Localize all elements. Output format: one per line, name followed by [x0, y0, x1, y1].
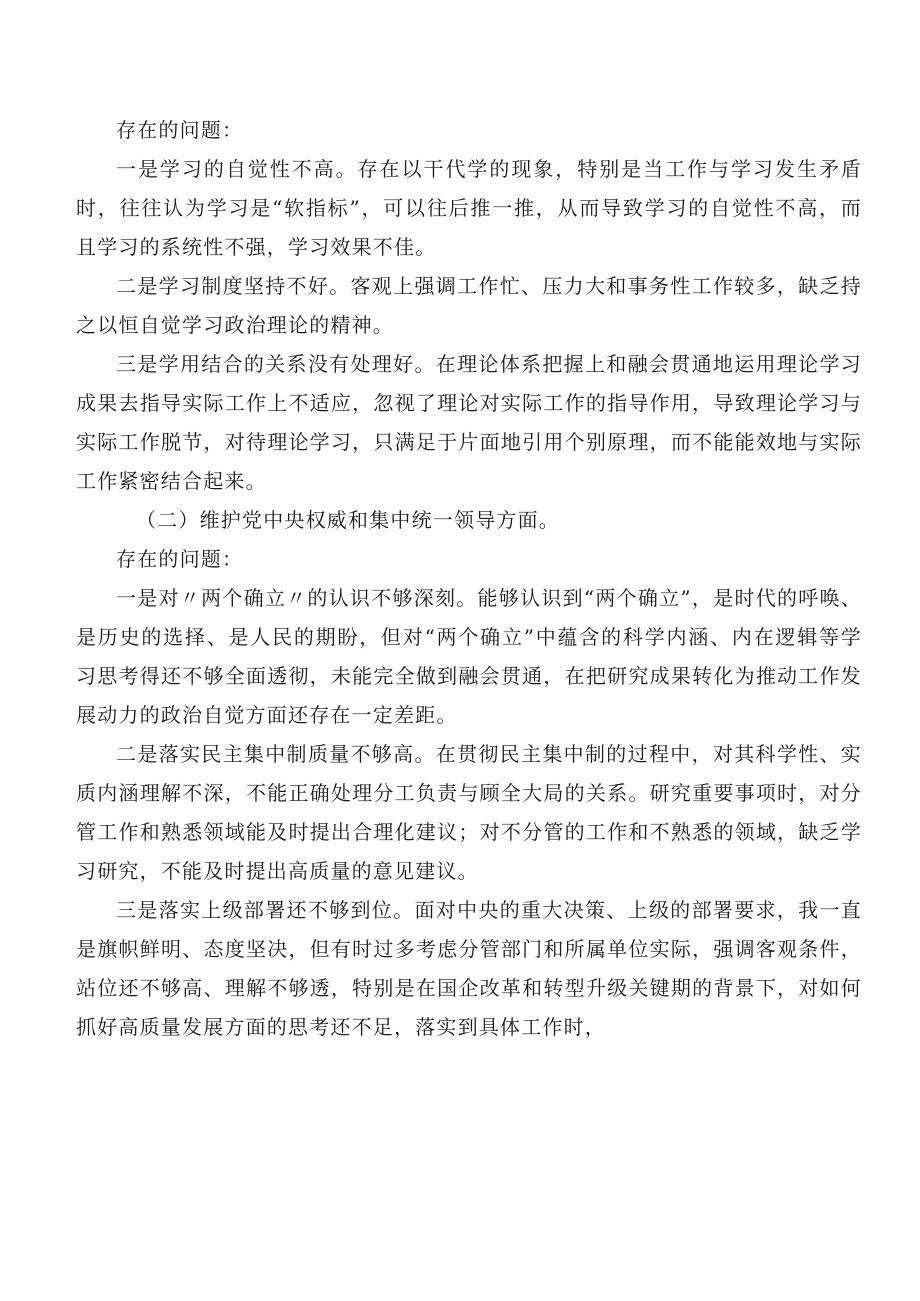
paragraph-theory-practice: 三是学用结合的关系没有处理好。在理论体系把握上和融会贯通地运用理论学习成果去指导实际工作上不适应，忽视了理论对实际工作的指导作用，导致理论学习与实际工作脱节，对待理论学习，只满足于片面地引用个别原理，而不能能效地与实际工作紧密结合起来。: [76, 352, 862, 493]
problems-label-1: 存在的问题：: [116, 118, 244, 142]
section-heading: （二）维护党中央权威和集中统一领导方面。: [136, 508, 560, 532]
paragraph-democratic-centralism: 二是落实民主集中制质量不够高。在贯彻民主集中制的过程中，对其科学性、实质内涵理解不深，不能正确处理分工负责与顾全大局的关系。研究重要事项时，对分管工作和熟悉领域能及时提出合理化建议；对不分管的工作和不熟悉的领域，缺乏学习研究，不能及时提出高质量的意见建议。: [76, 742, 862, 883]
problems-label-2: 存在的问题：: [116, 547, 244, 571]
document-body: [76, 111, 862, 1047]
paragraph-two-establishments: 一是对〃两个确立〃的认识不够深刻。能够认识到“两个确立”，是时代的呼唤、是历史的选择、是人民的期盼，但对“两个确立”中蕴含的科学内涵、内在逻辑等学习思考得还不够全面透彻，未能完全做到融会贯通，在把研究成果转化为推动工作发展动力的政治自觉方面还存在一定差距。: [76, 586, 862, 727]
paragraph-learning-consciousness: 一是学习的自觉性不高。存在以干代学的现象，特别是当工作与学习发生矛盾时，往往认为学习是“软指标”，可以往后推一推，从而导致学习的自觉性不高，而且学习的系统性不强，学习效果不佳。: [76, 157, 862, 259]
paragraph-learning-system: 二是学习制度坚持不好。客观上强调工作忙、压力大和事务性工作较多，缺乏持之以恒自觉学习政治理论的精神。: [76, 274, 862, 337]
paragraph-implementation: 三是落实上级部署还不够到位。面对中央的重大决策、上级的部署要求，我一直是旗帜鲜明、态度坚决，但有时过多考虑分管部门和所属单位实际，强调客观条件，站位还不够高、理解不够透，特别是在国企改革和转型升级关键期的背景下，对如何抓好高质量发展方面的思考还不足，落实到具体工作时，: [76, 898, 862, 1039]
